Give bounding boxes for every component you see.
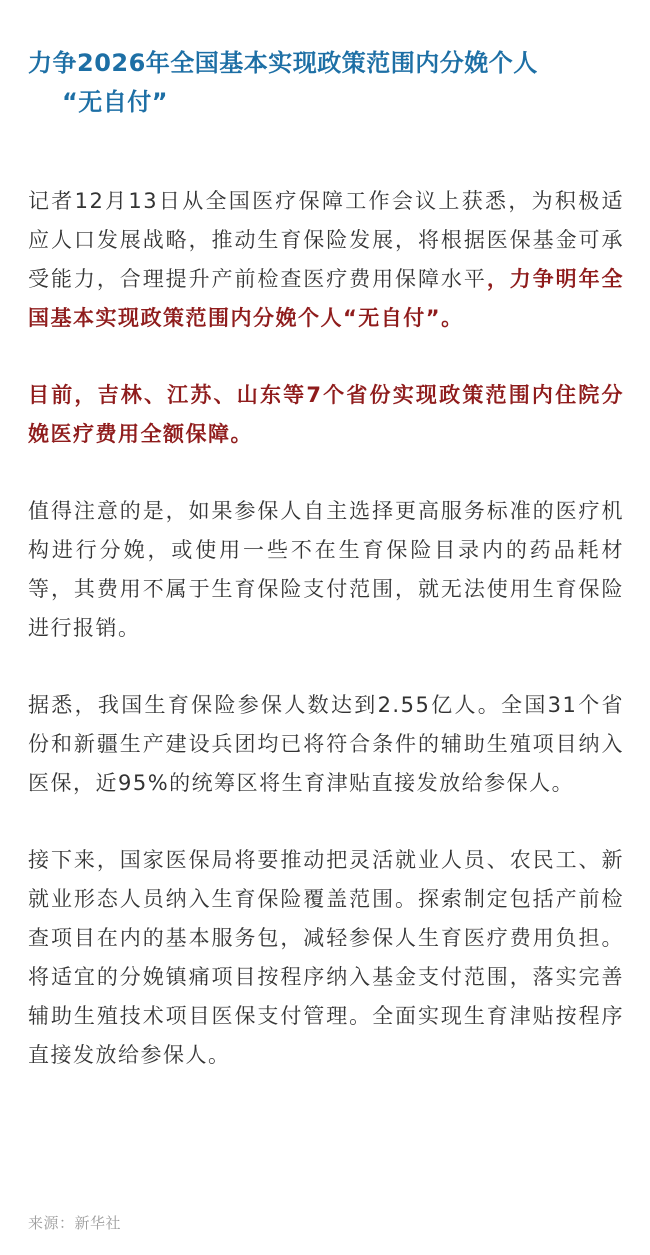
paragraph-4: 据悉，我国生育保险参保人数达到2.55亿人。全国31个省份和新疆生产建设兵团均已将符合条件的辅助生殖项目纳入医保，近95%的统筹区将生育津贴直接发放给参保人。 bbox=[28, 693, 624, 795]
paragraph-1-text: 记者12月13日从全国医疗保障工作会议上获悉，为积极适应人口发展战略，推动生育保险发展，将根据医保基金可承受能力，合理提升产前检查医疗费用保障水平 bbox=[28, 189, 624, 291]
article-title bbox=[28, 44, 624, 122]
paragraph-3: 值得注意的是，如果参保人自主选择更高服务标准的医疗机构进行分娩，或使用一些不在生育保险目录内的药品耗材等，其费用不属于生育保险支付范围，就无法使用生育保险进行报销。 bbox=[28, 499, 624, 640]
article bbox=[28, 44, 624, 1075]
paragraph-1-highlight: ，力争明年全国基本实现政策范围内分娩个人“无自付”。 bbox=[28, 267, 625, 330]
article-title-line-2: “无自付” bbox=[62, 88, 169, 116]
paragraph-1 bbox=[28, 182, 624, 338]
source-credit: 来源：新华社 bbox=[28, 1214, 122, 1232]
paragraph-5: 接下来，国家医保局将要推动把灵活就业人员、农民工、新就业形态人员纳入生育保险覆盖范围。探索制定包括产前检查项目在内的基本服务包，减轻参保人生育医疗费用负担。将适宜的分娩镇痛项目按程序纳入基金支付范围，落实完善辅助生殖技术项目医保支付管理。全面实现生育津贴按程序直接发放给参保人。 bbox=[28, 848, 624, 1067]
article-title-line-1: 力争2026年全国基本实现政策范围内分娩个人 bbox=[28, 49, 538, 77]
paragraph-2-highlight: 目前，吉林、江苏、山东等7个省份实现政策范围内住院分娩医疗费用全额保障。 bbox=[28, 383, 624, 446]
